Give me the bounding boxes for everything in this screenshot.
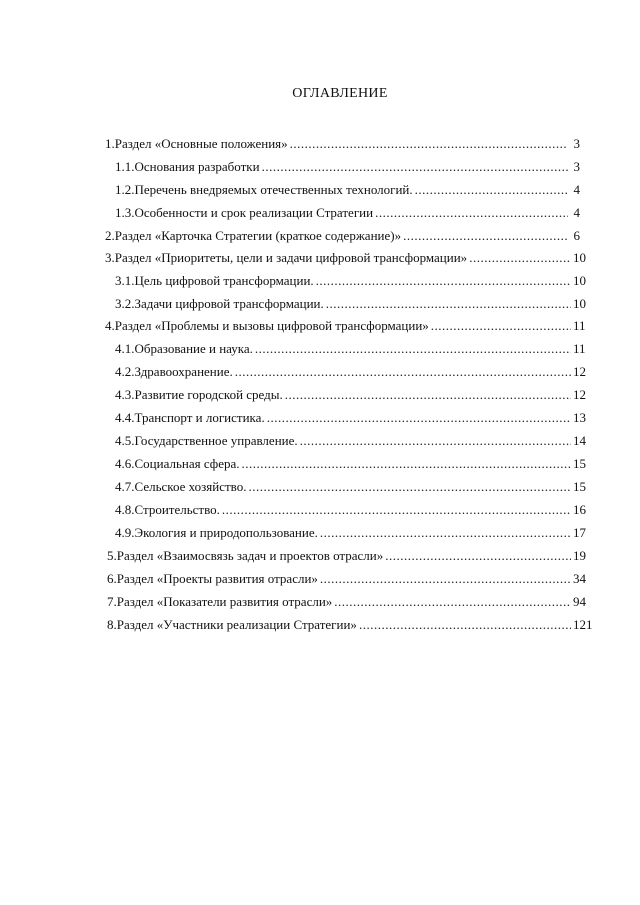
toc-entry-page: 15 [573, 456, 586, 471]
toc-entry-8[interactable] [107, 617, 593, 635]
toc-entry-5[interactable] [107, 548, 586, 566]
toc-entry-number: 4.5. [115, 433, 135, 448]
toc-entry-title: Транспорт и логистика. [134, 410, 265, 425]
toc-entry-number: 4.7. [115, 479, 135, 494]
leader-dots [334, 594, 571, 610]
toc-entry-1-2[interactable] [115, 182, 580, 200]
toc-entry-number: 5. [107, 548, 117, 563]
toc-entry-number: 1.1. [115, 159, 135, 174]
toc-entry-page: 94 [573, 594, 586, 609]
leader-dots [248, 479, 571, 495]
toc-entry-number: 4.4. [115, 410, 135, 425]
toc-entry-title: Раздел «Карточка Стратегии (краткое содержание)» [114, 228, 402, 243]
toc-entry-4-3[interactable] [115, 387, 586, 405]
toc-entry-page: 6 [573, 228, 580, 243]
toc-entry-title: Основания разработки [134, 159, 260, 174]
toc-entry-1-1[interactable] [115, 159, 580, 177]
toc-entry-page: 10 [573, 273, 586, 288]
toc-entry-number: 4.8. [115, 502, 135, 517]
toc-entry-page: 16 [573, 502, 586, 517]
toc-entry-title: Строительство. [134, 502, 220, 517]
toc-entry-title: Социальная сфера. [134, 456, 240, 471]
toc-entry-title: Здравоохранение. [134, 364, 233, 379]
leader-dots [403, 228, 568, 244]
toc-entry-6[interactable] [107, 571, 586, 589]
toc-entry-title: Сельское хозяйство. [134, 479, 247, 494]
leader-dots [415, 182, 568, 198]
toc-entry-number: 1.3. [115, 205, 135, 220]
toc-entry-number: 2. [105, 228, 115, 243]
leader-dots [290, 136, 568, 152]
toc-entry-title: Раздел «Взаимосвязь задач и проектов отрасли» [116, 548, 384, 563]
toc-entry-title: Раздел «Проекты развития отрасли» [116, 571, 318, 586]
toc-entry-page: 121 [573, 617, 593, 632]
toc-entry-number: 4.6. [115, 456, 135, 471]
toc-entry-4-5[interactable] [115, 433, 586, 451]
toc-entry-4-7[interactable] [115, 479, 586, 497]
toc-entry-title: Экология и природопользование. [134, 525, 318, 540]
leader-dots [469, 250, 571, 266]
toc-entry-title: Раздел «Участники реализации Стратегии» [116, 617, 357, 632]
toc-entry-number: 4. [105, 318, 115, 333]
toc-entry-page: 3 [573, 136, 580, 151]
toc-entry-title: Перечень внедряемых отечественных технологий. [134, 182, 413, 197]
toc-entry-number: 6. [107, 571, 117, 586]
page-title: ОГЛАВЛЕНИЕ [292, 86, 388, 101]
toc-entry-number: 8. [107, 617, 117, 632]
toc-entry-page: 11 [573, 318, 586, 333]
toc-entry-number: 7. [107, 594, 117, 609]
leader-dots [320, 525, 571, 541]
toc-entry-3[interactable] [105, 250, 586, 268]
toc-entry-number: 4.2. [115, 364, 135, 379]
toc-entry-page: 12 [573, 387, 586, 402]
toc-entry-1-3[interactable] [115, 205, 580, 223]
leader-dots [241, 456, 571, 472]
toc-entry-3-1[interactable] [115, 273, 586, 291]
toc-entry-page: 17 [573, 525, 586, 540]
toc-entry-page: 12 [573, 364, 586, 379]
toc-entry-4-8[interactable] [115, 502, 586, 520]
leader-dots [320, 571, 571, 587]
leader-dots [222, 502, 571, 518]
leader-dots [285, 387, 571, 403]
leader-dots [262, 159, 568, 175]
toc-entry-4-9[interactable] [115, 525, 586, 543]
toc-entry-page: 19 [573, 548, 586, 563]
toc-entry-page: 4 [573, 182, 580, 197]
toc-entry-page: 11 [573, 341, 586, 356]
toc-entry-page: 3 [573, 159, 580, 174]
toc-entry-title: Раздел «Показатели развития отрасли» [116, 594, 333, 609]
toc-entry-title: Образование и наука. [134, 341, 253, 356]
toc-entry-title: Раздел «Приоритеты, цели и задачи цифровой трансформации» [114, 250, 468, 265]
leader-dots [267, 410, 571, 426]
toc-entry-4-6[interactable] [115, 456, 586, 474]
toc-entry-title: Раздел «Проблемы и вызовы цифровой трансформации» [114, 318, 429, 333]
toc-entry-1[interactable] [105, 136, 580, 154]
toc-entry-title: Задачи цифровой трансформации. [134, 296, 324, 311]
toc-entry-number: 1. [105, 136, 115, 151]
toc-entry-title: Развитие городской среды. [134, 387, 283, 402]
leader-dots [300, 433, 571, 449]
toc-entry-2[interactable] [105, 228, 580, 246]
leader-dots [235, 364, 571, 380]
toc-entry-number: 4.9. [115, 525, 135, 540]
toc-entry-title: Цель цифровой трансформации. [134, 273, 314, 288]
toc-entry-4-1[interactable] [115, 341, 586, 359]
toc-entry-number: 4.1. [115, 341, 135, 356]
leader-dots [255, 341, 571, 357]
toc-entry-title: Раздел «Основные положения» [114, 136, 288, 151]
toc-entry-7[interactable] [107, 594, 586, 612]
toc-entry-title: Особенности и срок реализации Стратегии [134, 205, 374, 220]
leader-dots [375, 205, 568, 221]
toc-entry-page: 34 [573, 571, 586, 586]
toc-entry-4-4[interactable] [115, 410, 586, 428]
leader-dots [385, 548, 571, 564]
toc-entry-3-2[interactable] [115, 296, 586, 314]
toc-entry-number: 3.2. [115, 296, 135, 311]
toc-entry-number: 4.3. [115, 387, 135, 402]
toc-entry-page: 15 [573, 479, 586, 494]
toc-entry-number: 3. [105, 250, 115, 265]
toc-entry-number: 3.1. [115, 273, 135, 288]
toc-entry-page: 14 [573, 433, 586, 448]
toc-entry-number: 1.2. [115, 182, 135, 197]
leader-dots [316, 273, 571, 289]
toc-entry-page: 13 [573, 410, 586, 425]
toc-entry-4-2[interactable] [115, 364, 586, 382]
toc-entry-page: 10 [573, 296, 586, 311]
toc-entry-4[interactable] [105, 318, 586, 336]
toc-entry-title: Государственное управление. [134, 433, 298, 448]
leader-dots [326, 296, 571, 312]
leader-dots [359, 617, 571, 633]
toc-entry-page: 10 [573, 250, 586, 265]
toc-entry-page: 4 [573, 205, 580, 220]
leader-dots [431, 318, 571, 334]
